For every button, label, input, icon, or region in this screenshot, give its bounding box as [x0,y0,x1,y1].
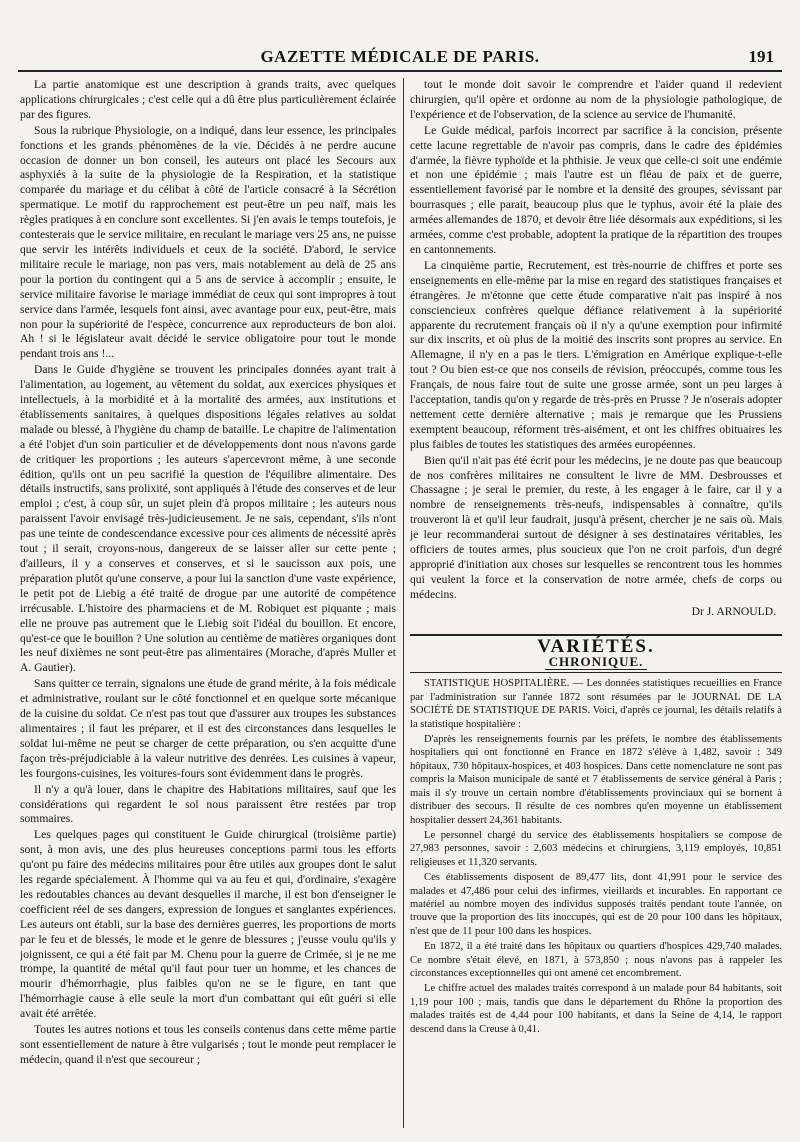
paragraph: Sans quitter ce terrain, signalons une étude de grand mérite, à la fois médicale et administrative, roulant sur le côté fonctionnel et en quelque sorte mécanique de la cuisine du soldat. Ce n'est pas tout que d'assurer aux troupes les substances alimentaires ; il faut les préparer, et il est des circonstances dans lesquelles le soldat lui-même ne peut se charger de cette préparation, ou s'en acquitte d'une façon très-préjudiciable à la valeur nutritive des denrées. Les cuisines à vapeur, les fourgons-cuisines, les voitures-fours sont évidemment dans le progrès. [20,677,396,780]
paragraph: Sous la rubrique Physiologie, on a indiqué, dans leur essence, les principales fonctions et les grands phénomènes de la vie. Décidés à ne perdre aucune occasion de donner un bon conseil, les auteurs ont placé les Secours aux asphyxiés à la suite de la physiologie de la Respiration, et la statistique comparée du mariage et du célibat à côté de l'article consacré à la Sécrétion spermatique. Le motif du rapprochement est peut-être un peu naïf, mais les règles pratiques à en conclure sont excellentes. Si j'en avais le temps toutefois, je contesterais que le service militaire, en reculant le mariage vers 25 ans, ne puisse que servir les intérêts individuels et ceux de la société. D'abord, le service militaire recule le mariage, non pas vers, mais notablement au delà de 25 ans pour la portion du contingent qui a 5 ans de service à accomplir ; ensuite, le service militaire favorise le mariage immédiat de ceux qui sont impropres à tout service dans l'armée, lesquels font ainsi, avec avantage pour eux, peut-être, mais non pour la supériorité de l'espèce, concurrence aux reproducteurs de bon aloi. Ah ! si le législateur avait décidé le service obligatoire pour tout le monde pendant trois ans !... [20,123,396,361]
right-column [410,78,782,1133]
paragraph: La cinquième partie, Recrutement, est très-nourrie de chiffres et porte ses enseignements en elle-même par la mise en regard des statistiques françaises et étrangères. Je m'étonne que cette étude comparative n'ait pas inspiré à nos consciencieux confrères quelque défiance relativement à la supériorité apparente du recrutement français où il n'y a qu'une exemption pour infirmité sur dix inscrits, et où plus de la moitié des inscrits sont propres au service. En Allemagne, il n'y en a pas le tiers. L'émigration en Amérique explique-t-elle tout ? Ou bien est-ce que nos conseils de révision, préoccupés, comme tous les Français, de nous faire tout de suite une grosse armée, sont un peu larges à l'acceptation, tandis qu'on y regarde de très-près en Prusse ? Je n'oserais adopter nettement cette dernière alternative ; mais je remarque que les Prussiens exemptent beaucoup, réforment très-aisément, et ont les chiffres obituaires les plus faibles de toutes les statistiques des armées européennes. [410,258,782,451]
paragraph: STATISTIQUE HOSPITALIÈRE. — Les données statistiques recueillies en France par l'administration sur l'année 1872 sont résumées par le JOURNAL DE LA SOCIÉTÉ DE STATISTIQUE DE PARIS. Voici, d'après ce journal, les détails relatifs à la statistique hospitalière : [410,678,782,730]
author-signature: Dr J. ARNOULD. [691,604,776,618]
paragraph: Le Guide médical, parfois incorrect par sacrifice à la concision, présente cette lacune regrettable de n'avoir pas compris, dans le cadre des épidémies d'armée, la fièvre typhoïde et la phthisie. Je veux que celle-ci soit une endémie et non une épidémie ; mais l'autre est un fléau de paix et de guerre, essentiellement favorisé par le nombre et la densité des groupes, sévissant par bourrasques ; elle parait, beaucoup plus que le typhus, avoir été la plaie des armées allemandes de 1870, et devoir être liée désormais aux expéditions, si les armées, comme c'est probable, adoptent la pratique de la répartition des troupes en cantonnements. [410,123,782,256]
paragraph: Bien qu'il n'ait pas été écrit pour les médecins, je ne doute pas que beaucoup de nos confrères militaires ne consultent le livre de MM. Desbrousses et Chassagne ; je serai le premier, du reste, à les engager à le faire, car il y a nombre de renseignements très-neufs, indispensables à connaître, qu'ils trouveront là et qu'il leur faudrait, jusqu'à présent, chercher je ne sais où. Mais je leur recommanderai surtout de désigner à ses destinataires véritables, les officiers de toutes armes, plus soucieux que l'on ne croit parfois, d'un degré approprié d'initiation aux choses sur lesquelles se rencontrent tous les hommes qui veulent la force et la conservation de notre armée, chefs de corps ou médecins. [410,453,782,601]
paragraph: Le chiffre actuel des malades traités correspond à un malade pour 84 habitants, soit 1,19 pour 100 ; mais, tandis que dans le département du Rhône la proportion des malades traités est de 4,44 pour 100 habitants, et dans la Seine de 4,14, le rapport descend dans la Creuse à 0,41. [410,983,782,1035]
varietes-section-header [410,634,782,674]
paragraph: Ces établissements disposent de 89,477 lits, dont 41,991 pour le service des malades et 47,486 pour celui des infirmes, vieillards et incurables. En rapportant ce matériel au nombre moyen des individus supposés traités pendant toute l'année, on trouve que la proportion des lits inoccupés, qui est de 20 pour 100 dans les hôpitaux, n'est que de 11 pour 100 dans les hospices. [410,872,782,937]
page-header [18,44,782,72]
paragraph: Toutes les autres notions et tous les conseils contenus dans cette même partie sont essentiellement de nature à être vulgarisés ; tout le monde peut remplacer le médecin, quand il n'est que secoureur ; [20,1023,396,1066]
paragraph: La partie anatomique est une description à grands traits, avec quelques applications chirurgicales ; c'est celle qui a dû être plus particulièrement éclairée par des figures. [20,78,396,121]
page-number: 191 [748,47,774,66]
paragraph: En 1872, il a été traité dans les hôpitaux ou quartiers d'hospices 429,740 malades. Ce nombre s'était élevé, en 1871, à 573,850 ; nous n'avons pas à rappeler les circonstances exceptionnelles qui ont amené cet encombrement. [410,941,782,979]
paragraph: D'après les renseignements fournis par les préfets, le nombre des établissements hospitaliers qui ont fonctionné en France en 1872 s'élève à 1,482, savoir : 349 hôpitaux, 730 hôpitaux-hospices, et 403 hospices. Dans cette nomenclature ne sont pas compris la Maison municipale de santé et 7 établissements de service général à Paris ; mais il s'y trouve un certain nombre d'établissements provinciaux qui se bornent à distribuer des secours. Il résulte de ces nombres qu'en moyenne un établissement hospitalier dessert 24,361 habitants. [410,734,782,826]
varietes-title: VARIÉTÉS. [537,635,655,657]
paragraph: Il n'y a qu'à louer, dans le chapitre des Habitations militaires, sauf que les considérations qui regardent le sol nous paraissent être restées par trop sommaires. [20,782,396,826]
column-divider [403,78,404,1128]
chronique-title: CHRONIQUE. [545,655,648,671]
left-column [20,78,396,1133]
paragraph: Dans le Guide d'hygiène se trouvent les principales données ayant trait à l'alimentation, au logement, au vêtement du soldat, aux exercices physiques et intellectuels, à la morbidité et à la mortalité des armées, aux institutions et établissements sanitaires, à quelques dispositions légales relatives au soldat malade ou blessé, à l'hygiène du champ de bataille. Le chapitre de l'alimentation a été l'objet d'un soin particulier et de développements dont nous n'avons garde de critiquer les proportions ; les auteurs s'apercevront même, à une seconde édition, qu'ils ont un peu sacrifié la question de l'équilibre alimentaire. Des détails instructifs, sans prolixité, sont appliqués à l'étude des conserves et de leur emploi ; c'est, à coup sûr, un sujet plein d'à propos militaire ; les auteurs nous paraissent l'avoir envisagé très-judicieusement. Je ne sais, cependant, s'ils n'ont pas une teinte de condescendance excessive pour ces aliments de nécessité après tout ; il serait, croyons-nous, dangereux de se laisser aller sur cette pente ; d'ailleurs, il y a conserves et conserves, et si le saucisson aux pois, une préparation plutôt qu'une conserve, a pour lui la sanction d'une vaste expérience, le petit pot de Liebig a été traité de drogue par une autorité de compétence irrécusable. L'histoire des pharmaciens et de M. Robiquet est piquante ; mais elle ne prouve pas autrement que le Liebig soit l'idéal du bouillon. Et encore, qu'est-ce que le bouillon ? Une solution au centième de matières organiques dont les neuf dixièmes ne sont peut-être pas alimentaires (Morache, d'après Muller et A. Gautier). [20,363,396,675]
journal-title: GAZETTE MÉDICALE DE PARIS. [260,47,540,66]
paragraph: Les quelques pages qui constituent le Guide chirurgical (troisième partie) sont, à mon avis, une des plus heureuses conceptions parmi tous les efforts qu'ont pu faire des médecins militaires pour être utiles aux groupes dont le salut les regarde spécialement. À l'homme qui va au feu et qui, d'ordinaire, s'exagère les redoutables chances au devant desquelles il marche, il est bon d'enseigner le coefficient réel de ses dangers, expression de longues et sanglantes expériences. Les auteurs ont établi, sur la base des dernières guerres, les proportions de morts par le feu et de blessés, le mode et le genre de blessures ; j'eusse voulu qu'ils y joignissent, ce qui a été fait par M. Chenu pour la guerre de Crimée, si je ne me trompe, la quantité de métal qu'il faut pour tuer un homme, et les chances de mourir d'hémorrhagie, plus faibles qu'on ne se le figure, en tant que l'hémorrhagie cause à elle seule la mort d'un combattant qui eût guéri si elle avait été arrêtée. [20,828,396,1021]
paragraph: Le personnel chargé du service des établissements hospitaliers se compose de 27,983 personnes, savoir : 2,603 médecins et chirurgiens, 3,119 employés, 10,851 religieuses et 11,320 servants. [410,829,782,868]
chronique-section [410,677,782,1036]
paragraph: tout le monde doit savoir le comprendre et l'aider quand il redevient chirurgien, qu'il opère et ordonne au nom de la physiologie pathologique, de l'expérience et de l'observation, de la science au service de l'humanité. [410,78,782,121]
